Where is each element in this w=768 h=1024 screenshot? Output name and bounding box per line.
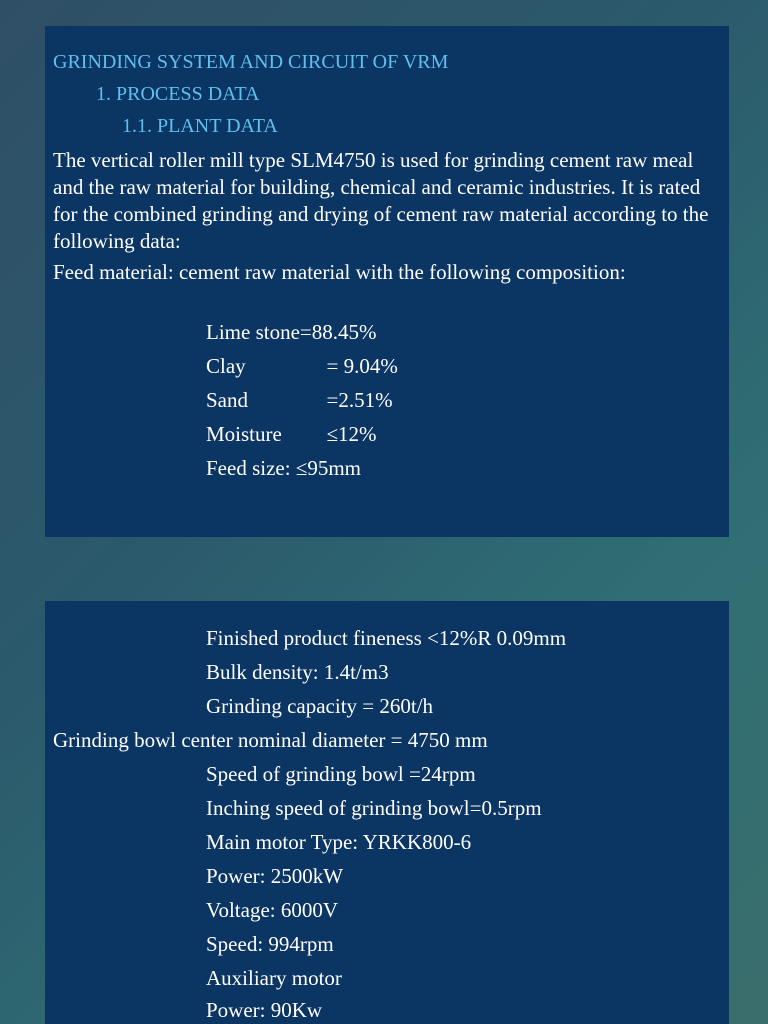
spec-line: Speed: 994rpm — [206, 932, 334, 956]
spec-line: Bulk density: 1.4t/m3 — [206, 660, 389, 684]
subsection-heading: 1.1. PLANT DATA — [122, 115, 278, 137]
slide-title: GRINDING SYSTEM AND CIRCUIT OF VRM — [53, 51, 449, 73]
spec-line: Power: 2500kW — [206, 864, 344, 888]
composition-row — [206, 319, 377, 345]
composition-label: Moisture — [206, 422, 282, 446]
spec-line: Speed of grinding bowl =24rpm — [206, 762, 476, 786]
section-heading: 1. PROCESS DATA — [96, 83, 260, 105]
intro-paragraph: The vertical roller mill type SLM4750 is used for grinding cement raw meal and the raw material for building, chemical and ceramic industries. It is rated for the combined grinding and drying of cement raw material according to the following data: — [53, 148, 709, 253]
composition-value: ≤12% — [316, 422, 377, 446]
composition-label: Clay — [206, 354, 246, 378]
composition-value: =2.51% — [316, 388, 393, 412]
spec-line: Auxiliary motor — [206, 966, 342, 990]
composition-label: Sand — [206, 388, 248, 412]
feed-material-paragraph: Feed material: cement raw material with the following composition: — [53, 260, 626, 284]
spec-line: Voltage: 6000V — [206, 898, 339, 922]
spec-line: Inching speed of grinding bowl=0.5rpm — [206, 796, 542, 820]
feed-size: Feed size: ≤95mm — [206, 456, 361, 480]
spec-line: Main motor Type: YRKK800-6 — [206, 830, 472, 854]
slide-mill-specs — [45, 601, 729, 1024]
spec-line: Power: 90Kw — [206, 998, 323, 1022]
composition-row — [206, 353, 398, 379]
composition-value: =88.45% — [299, 320, 377, 344]
slide-plant-data — [45, 26, 729, 537]
composition-row — [206, 421, 377, 447]
spec-line: Grinding bowl center nominal diameter = 4750 mm — [53, 728, 488, 752]
composition-label: Lime stone — [206, 320, 300, 344]
composition-value: = 9.04% — [316, 354, 398, 378]
spec-line: Grinding capacity = 260t/h — [206, 694, 434, 718]
spec-line: Finished product fineness <12%R 0.09mm — [206, 626, 567, 650]
composition-row — [206, 387, 393, 413]
